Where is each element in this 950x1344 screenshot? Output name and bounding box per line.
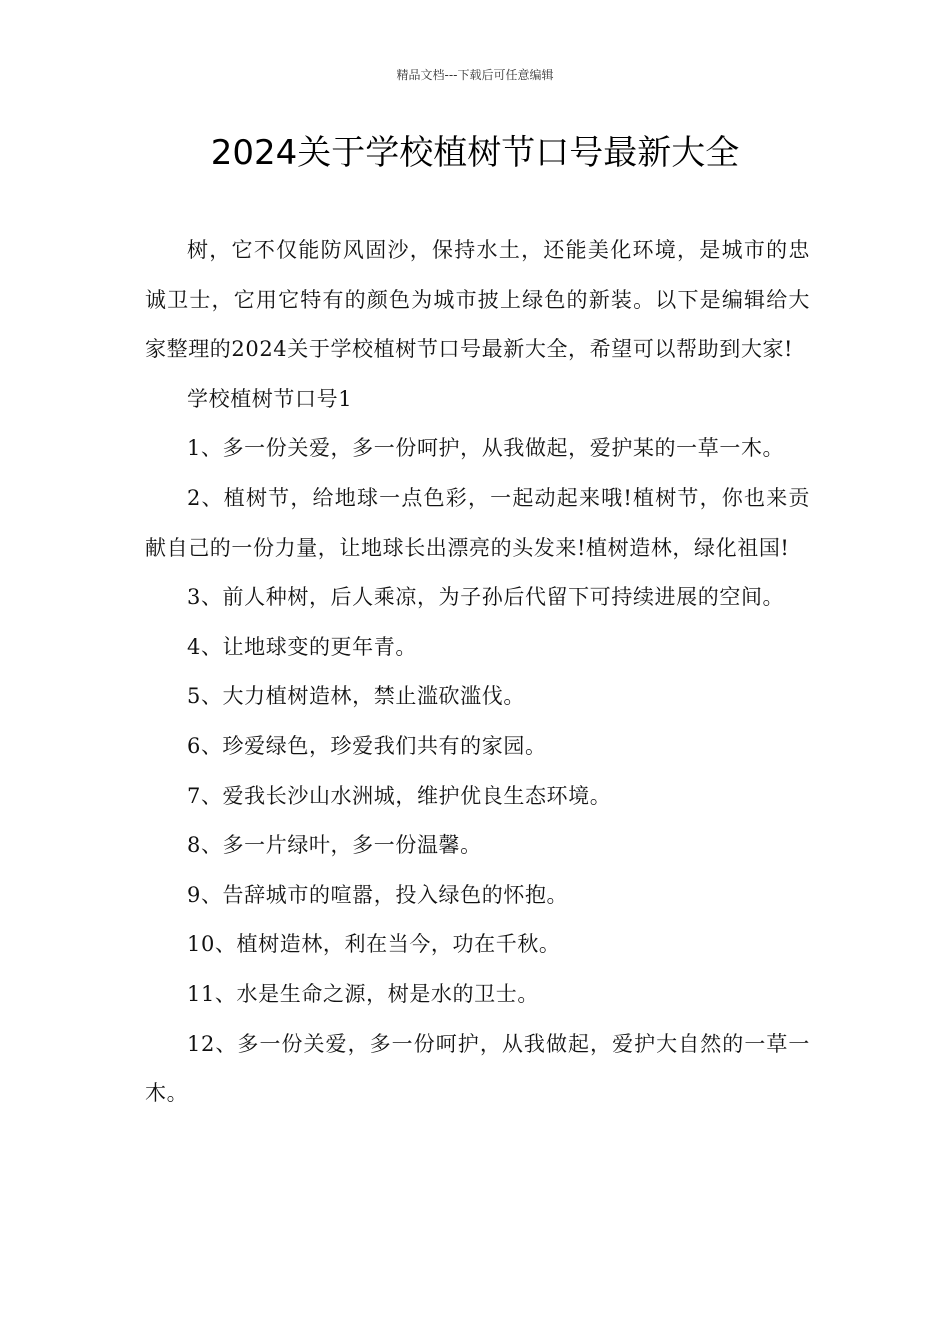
document-title: 2024关于学校植树节口号最新大全 bbox=[210, 133, 740, 173]
slogan-item: 2、植树节，给地球一点色彩，一起动起来哦!植树节，你也来贡献自己的一份力量，让地球长出漂亮的头发来!植树造林，绿化祖国! bbox=[145, 485, 810, 560]
slogan-item: 1、多一份关爱，多一份呵护，从我做起，爱护某的一草一木。 bbox=[187, 436, 785, 461]
slogan-item: 8、多一片绿叶，多一份温馨。 bbox=[187, 833, 482, 858]
slogan-item: 9、告辞城市的喧嚣，投入绿色的怀抱。 bbox=[187, 882, 569, 907]
slogan-item: 4、让地球变的更年青。 bbox=[187, 634, 417, 659]
slogan-item: 7、爱我长沙山水洲城，维护优良生态环境。 bbox=[187, 783, 612, 808]
slogan-item: 3、前人种树，后人乘凉，为子孙后代留下可持续进展的空间。 bbox=[187, 585, 785, 610]
intro-paragraph: 树，它不仅能防风固沙，保持水土，还能美化环境，是城市的忠诚卫士，它用它特有的颜色为城市披上绿色的新装。以下是编辑给大家整理的2024关于学校植树节口号最新大全，希望可以帮助到大家! bbox=[145, 238, 810, 362]
slogan-item: 11、水是生命之源，树是水的卫士。 bbox=[187, 981, 539, 1006]
document-body bbox=[145, 226, 810, 1119]
section-heading: 学校植树节口号1 bbox=[187, 386, 353, 411]
page-header: 精品文档---下载后可任意编辑 bbox=[396, 68, 554, 82]
slogan-item: 6、珍爱绿色，珍爱我们共有的家园。 bbox=[187, 733, 547, 758]
slogan-item: 12、多一份关爱，多一份呵护，从我做起，爱护大自然的一草一木。 bbox=[145, 1031, 810, 1106]
slogan-item: 10、植树造林，利在当今，功在千秋。 bbox=[187, 932, 561, 957]
slogan-item: 5、大力植树造林，禁止滥砍滥伐。 bbox=[187, 684, 525, 709]
